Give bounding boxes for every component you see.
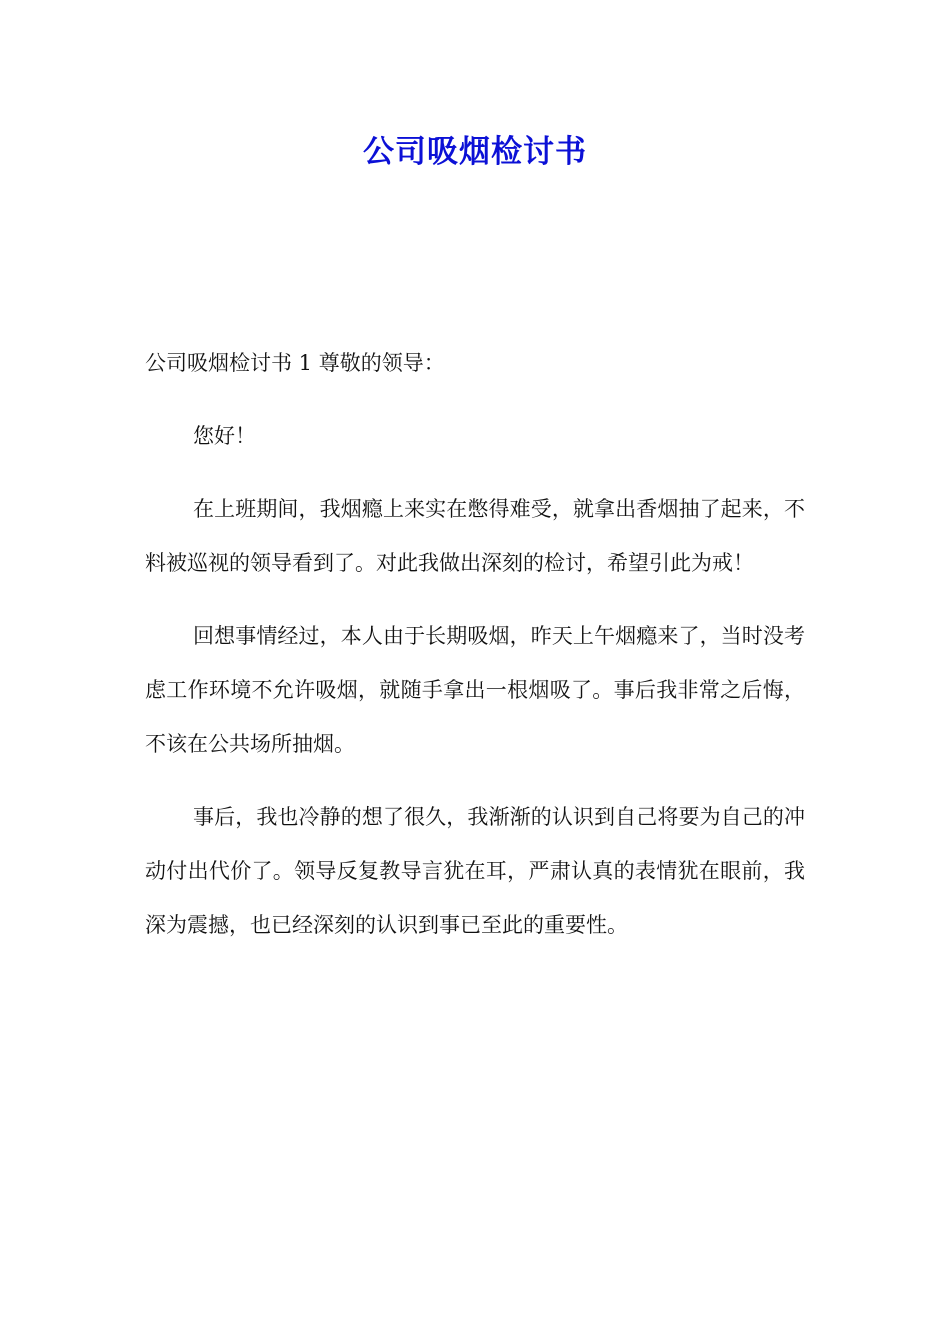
salutation-paragraph: 公司吸烟检讨书 1 尊敬的领导： <box>145 351 445 375</box>
body-paragraph-1: 在上班期间，我烟瘾上来实在憋得难受，就拿出香烟抽了起来，不料被巡视的领导看到了。对此我做出深刻的检讨，希望引此为戒！ <box>145 497 805 575</box>
greeting-paragraph: 您好！ <box>193 424 256 448</box>
page-title: 公司吸烟检讨书 <box>363 134 587 170</box>
body-paragraph-2: 回想事情经过，本人由于长期吸烟，昨天上午烟瘾来了，当时没考虑工作环境不允许吸烟，就随手拿出一根烟吸了。事后我非常之后悔，不该在公共场所抽烟。 <box>145 624 805 756</box>
document-body <box>145 336 805 971</box>
body-paragraph-3: 事后，我也冷静的想了很久，我渐渐的认识到自己将要为自己的冲动付出代价了。领导反复教导言犹在耳，严肃认真的表情犹在眼前，我深为震撼，也已经深刻的认识到事已至此的重要性。 <box>145 805 805 937</box>
